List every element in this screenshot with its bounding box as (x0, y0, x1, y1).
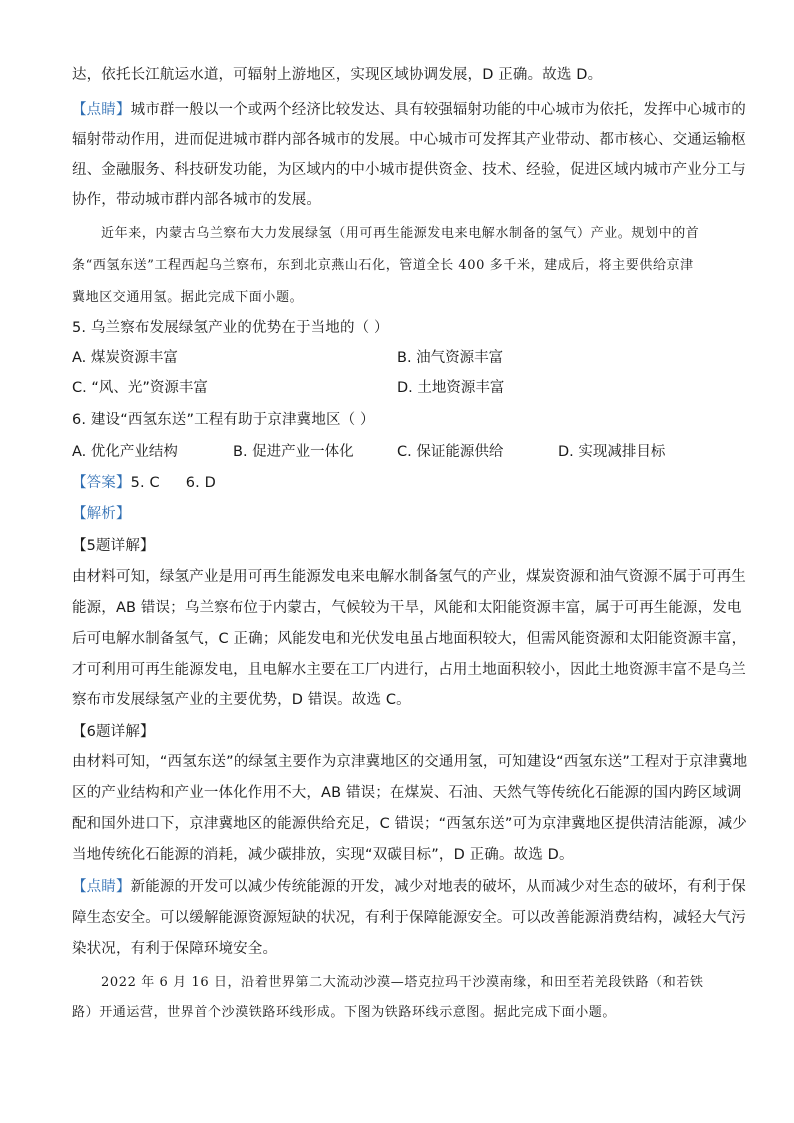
analysis-label: 【解析】 (72, 506, 131, 522)
q6-option-c: C. 保证能源供给 (397, 444, 504, 460)
q5-detail-heading: 【5题详解】 (72, 538, 155, 554)
text-line: 才可利用可再生能源发电，且电解水主要在工厂内进行，占用土地面积较小，因此土地资源丰富不是乌兰 (72, 662, 746, 678)
material-line: 2022 年 6 月 16 日，沿着世界第二大流动沙漠—塔克拉玛干沙漠南缘，和田至若羌段铁路（和若铁 (101, 975, 704, 990)
text-line: 由材料可知，“西氢东送”的绿氢主要作为京津冀地区的交通用氢，可知建设“西氢东送”工程对于京津冀地 (72, 754, 748, 770)
q6-option-d: D. 实现减排目标 (558, 444, 666, 460)
q6-detail-heading: 【6题详解】 (72, 724, 155, 740)
q6-option-a: A. 优化产业结构 (72, 444, 178, 460)
text-line: 协作，带动城市群内部各城市的发展。 (72, 192, 322, 208)
q6-option-b: B. 促进产业一体化 (233, 444, 354, 460)
material-line: 冀地区交通用氢。据此完成下面小题。 (72, 290, 304, 305)
answer-line: 【答案】5. C 6. D (72, 475, 216, 491)
question-5: 5. 乌兰察布发展绿氢产业的优势在于当地的（ ） (72, 320, 389, 336)
comment-paragraph-line: 【点睛】城市群一般以一个或两个经济比较发达、具有较强辐射功能的中心城市为依托，发挥中心城市的 (72, 102, 746, 118)
text-line: 配和国外进口下，京津冀地区的能源供给充足，C 错误；“西氢东送”可为京津冀地区提供清洁能源，减少 (72, 816, 747, 832)
material-line: 路）开通运营，世界首个沙漠铁路环线形成。下图为铁路环线示意图。据此完成下面小题。 (72, 1005, 617, 1020)
text-line: 染状况，有利于保障环境安全。 (72, 941, 278, 957)
text-line: 障生态安全。可以缓解能源资源短缺的状况，有利于保障能源安全。可以改善能源消费结构，减轻大气污 (72, 910, 746, 926)
material-line: 近年来，内蒙古乌兰察布大力发展绿氢（用可再生能源发电来电解水制备的氢气）产业。规划中的首 (101, 226, 700, 241)
text-line: 当地传统化石能源的消耗，减少碳排放，实现“双碳目标”，D 正确。故选 D。 (72, 847, 574, 863)
q5-option-d: D. 土地资源丰富 (397, 380, 505, 396)
answer-label: 【答案】 (72, 475, 131, 491)
text-line: 区的产业结构和产业一体化作用不大，AB 错误；在煤炭、石油、天然气等传统化石能源的国内跨区域调 (72, 785, 742, 801)
text-line: 纽、金融服务、科技研发功能，为区域内的中小城市提供资金、技术、经验，促进区域内城市产业分工与 (72, 162, 746, 178)
q5-option-b: B. 油气资源丰富 (397, 350, 504, 366)
text-line: 后可电解水制备氢气，C 正确；风能发电和光伏发电虽占地面积较大，但需风能资源和太阳能资源丰富， (72, 631, 747, 647)
material-line: 条“西氢东送”工程西起乌兰察布，东到北京燕山石化，管道全长 400 多千米，建成后，将主要供给京津 (72, 258, 694, 273)
question-6: 6. 建设“西氢东送”工程有助于京津冀地区（ ） (72, 412, 375, 428)
text-line: 达，依托长江航运水道，可辐射上游地区，实现区域协调发展，D 正确。故选 D。 (72, 67, 603, 83)
q5-option-c: C. “风、光”资源丰富 (72, 380, 208, 396)
text-line: 辐射带动作用，进而促进城市群内部各城市的发展。中心城市可发挥其产业带动、都市核心、交通运输枢 (72, 132, 746, 148)
text-line: 察布市发展绿氢产业的主要优势，D 错误。故选 C。 (72, 692, 411, 708)
comment-label: 【点睛】 (72, 102, 131, 118)
comment-paragraph-line: 【点睛】新能源的开发可以减少传统能源的开发，减少对地表的破坏，从而减少对生态的破坏，有利于保 (72, 879, 746, 895)
q5-option-a: A. 煤炭资源丰富 (72, 350, 178, 366)
text-line: 能源，AB 错误；乌兰察布位于内蒙古，气候较为干旱，风能和太阳能资源丰富，属于可再生能源，发电 (72, 600, 742, 616)
text-line: 由材料可知，绿氢产业是用可再生能源发电来电解水制备氢气的产业，煤炭资源和油气资源不属于可再生 (72, 569, 746, 585)
comment-label: 【点睛】 (72, 879, 131, 895)
